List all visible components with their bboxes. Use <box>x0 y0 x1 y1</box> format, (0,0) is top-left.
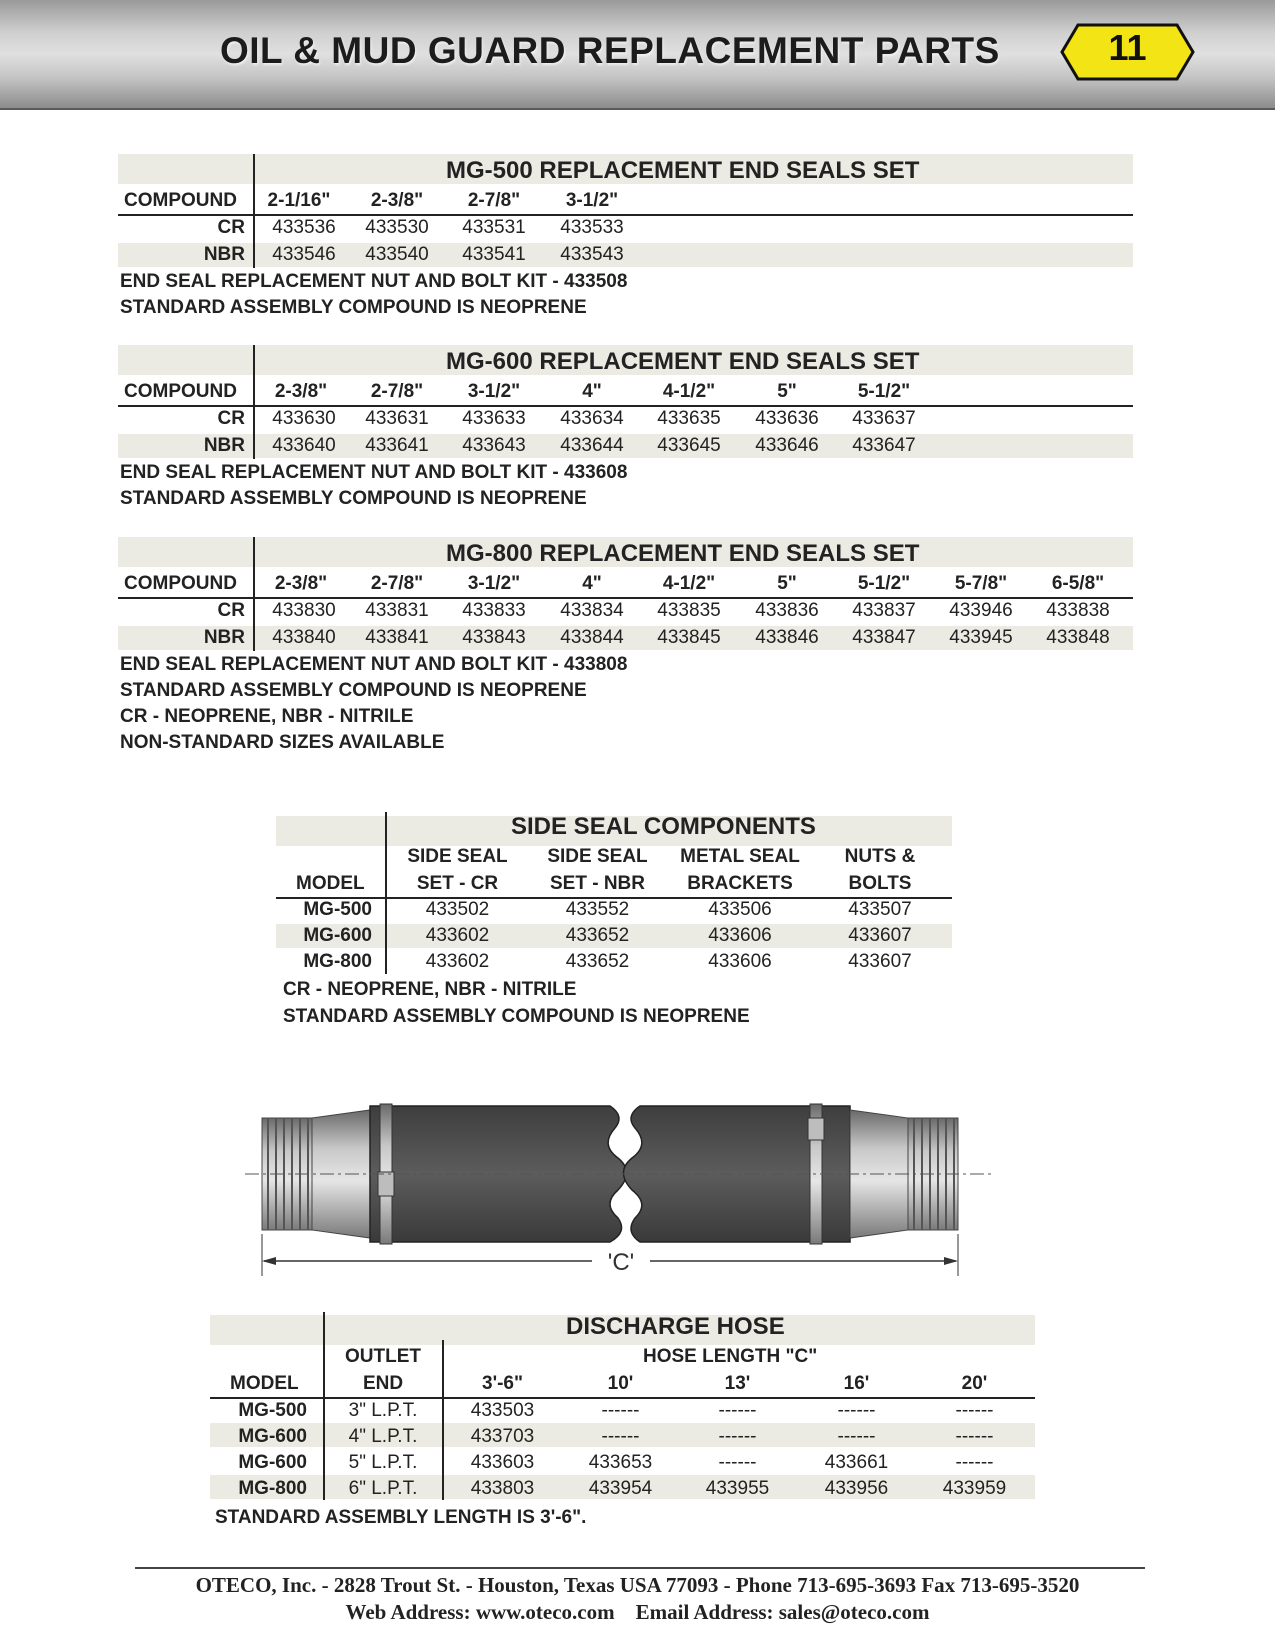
table-cell: 433945 <box>949 627 1013 648</box>
column-header: SET - NBR <box>550 873 645 894</box>
table-cell: 433840 <box>272 627 336 648</box>
model-header: MODEL <box>296 873 365 894</box>
column-header: NUTS & <box>844 846 916 867</box>
table-cell: 433630 <box>272 408 336 429</box>
header-rule <box>118 214 1133 216</box>
column-header: BRACKETS <box>687 873 793 894</box>
table-note: STANDARD ASSEMBLY COMPOUND IS NEOPRENE <box>120 488 587 509</box>
header-rule <box>118 597 1133 599</box>
length-header: 13' <box>724 1373 751 1394</box>
table-cell: 433606 <box>708 951 772 972</box>
table-cell: 433956 <box>824 1478 889 1499</box>
size-header: 5-1/2" <box>857 381 911 402</box>
outlet-header: END <box>362 1373 404 1394</box>
table-note: CR - NEOPRENE, NBR - NITRILE <box>283 979 577 1000</box>
table-cell: 433803 <box>470 1478 535 1499</box>
table-cell: 433843 <box>462 627 526 648</box>
table-title: MG-500 REPLACEMENT END SEALS SET <box>446 157 920 184</box>
table-cell: 433533 <box>560 217 624 238</box>
table-note: STANDARD ASSEMBLY COMPOUND IS NEOPRENE <box>283 1006 750 1027</box>
table-cell: 433643 <box>462 435 526 456</box>
size-header: 2-1/16" <box>267 190 331 211</box>
discharge-hose-diagram <box>240 1100 1000 1300</box>
table-cell: 433645 <box>657 435 721 456</box>
table-cell: 433607 <box>848 951 912 972</box>
compound-header: COMPOUND <box>124 573 237 594</box>
table-cell: 433841 <box>365 627 429 648</box>
table-cell: ------ <box>837 1426 876 1447</box>
table-cell: 433603 <box>470 1452 535 1473</box>
size-header: 3-1/2" <box>467 573 521 594</box>
table-cell: 433641 <box>365 435 429 456</box>
row-model: MG-600 <box>238 1452 307 1473</box>
size-header: 2-3/8" <box>370 190 424 211</box>
row-label-cr: CR <box>217 600 245 621</box>
column-header: METAL SEAL <box>680 846 800 867</box>
table-cell: 433848 <box>1046 627 1110 648</box>
table-title: SIDE SEAL COMPONENTS <box>511 813 816 840</box>
table-cell: 433540 <box>365 244 429 265</box>
table-cell: 433552 <box>565 899 630 920</box>
table-cell: 433633 <box>462 408 526 429</box>
column-divider <box>253 537 255 651</box>
table-cell: ------ <box>955 1426 994 1447</box>
table-cell: 433502 <box>425 899 490 920</box>
table-cell: 433830 <box>272 600 336 621</box>
table-cell: 433647 <box>852 435 916 456</box>
column-header: SIDE SEAL <box>547 846 648 867</box>
row-model: MG-800 <box>303 951 372 972</box>
table-cell: 433831 <box>365 600 429 621</box>
outlet-header: OUTLET <box>345 1346 421 1367</box>
row-outlet: 4" L.P.T. <box>348 1426 418 1447</box>
table-cell: 433507 <box>848 899 912 920</box>
size-header: 5-7/8" <box>954 573 1008 594</box>
compound-header: COMPOUND <box>124 190 237 211</box>
row-model: MG-600 <box>303 925 372 946</box>
table-cell: ------ <box>718 1452 757 1473</box>
size-header: 2-7/8" <box>467 190 521 211</box>
table-cell: ------ <box>601 1426 640 1447</box>
table-cell: 433531 <box>462 217 526 238</box>
size-header: 4-1/2" <box>662 381 716 402</box>
page-number: 11 <box>1108 27 1147 68</box>
table-cell: ------ <box>718 1400 757 1421</box>
table-cell: 433602 <box>425 951 490 972</box>
table-note: STANDARD ASSEMBLY COMPOUND IS NEOPRENE <box>120 680 587 701</box>
size-header: 4" <box>582 573 602 594</box>
table-cell: 433631 <box>365 408 429 429</box>
table-cell: ------ <box>955 1452 994 1473</box>
table-cell: 433640 <box>272 435 336 456</box>
footer-address: OTECO, Inc. - 2828 Trout St. - Houston, Texas USA 77093 - Phone 713-695-3693 Fax 713-695-3520 <box>195 1573 1080 1597</box>
row-label-nbr: NBR <box>203 627 245 648</box>
size-header: 6-5/8" <box>1051 573 1105 594</box>
table-cell: 433836 <box>755 600 819 621</box>
row-label-cr: CR <box>217 408 245 429</box>
table-note: END SEAL REPLACEMENT NUT AND BOLT KIT - 433808 <box>120 654 628 675</box>
table-cell: 433837 <box>852 600 916 621</box>
table-cell: 433661 <box>824 1452 889 1473</box>
row-label-cr: CR <box>217 217 245 238</box>
size-header: 5-1/2" <box>857 573 911 594</box>
table-cell: 433646 <box>755 435 819 456</box>
table-cell: 433652 <box>565 951 630 972</box>
size-header: 2-3/8" <box>274 381 328 402</box>
table-note: STANDARD ASSEMBLY LENGTH IS 3'-6". <box>215 1507 587 1528</box>
column-divider <box>323 1312 325 1500</box>
size-header: 2-3/8" <box>274 573 328 594</box>
column-header: SIDE SEAL <box>407 846 508 867</box>
table-cell: 433530 <box>365 217 429 238</box>
table-cell: 433838 <box>1046 600 1110 621</box>
table-title: DISCHARGE HOSE <box>566 1313 785 1340</box>
table-cell: 433503 <box>470 1400 535 1421</box>
column-divider <box>385 812 387 974</box>
table-cell: ------ <box>601 1400 640 1421</box>
row-outlet: 3" L.P.T. <box>348 1400 418 1421</box>
table-cell: 433959 <box>942 1478 1007 1499</box>
column-divider <box>253 345 255 459</box>
table-cell: 433652 <box>565 925 630 946</box>
column-divider <box>442 1340 444 1500</box>
table-cell: 433833 <box>462 600 526 621</box>
table-cell: 433844 <box>560 627 624 648</box>
row-outlet: 5" L.P.T. <box>348 1452 418 1473</box>
hose-length-header: HOSE LENGTH "C" <box>643 1346 818 1367</box>
table-cell: 433606 <box>708 925 772 946</box>
header-rule <box>210 1397 1035 1399</box>
header-divider <box>0 108 1275 110</box>
table-cell: 433846 <box>755 627 819 648</box>
table-note: END SEAL REPLACEMENT NUT AND BOLT KIT - 433508 <box>120 271 628 292</box>
table-cell: 433653 <box>588 1452 653 1473</box>
size-header: 3-1/2" <box>467 381 521 402</box>
table-cell: 433955 <box>705 1478 770 1499</box>
row-model: MG-500 <box>238 1400 307 1421</box>
table-cell: ------ <box>837 1400 876 1421</box>
row-label-nbr: NBR <box>203 435 245 456</box>
table-cell: 433946 <box>949 600 1013 621</box>
table-cell: ------ <box>718 1426 757 1447</box>
table-cell: 433635 <box>657 408 721 429</box>
table-cell: 433637 <box>852 408 916 429</box>
size-header: 5" <box>777 573 797 594</box>
table-note: STANDARD ASSEMBLY COMPOUND IS NEOPRENE <box>120 297 587 318</box>
table-cell: 433636 <box>755 408 819 429</box>
length-header: 16' <box>843 1373 870 1394</box>
row-outlet: 6" L.P.T. <box>348 1478 418 1499</box>
table-cell: 433506 <box>708 899 772 920</box>
size-header: 3-1/2" <box>565 190 619 211</box>
table-title: MG-600 REPLACEMENT END SEALS SET <box>446 348 920 375</box>
size-header: 2-7/8" <box>370 381 424 402</box>
table-cell: 433602 <box>425 925 490 946</box>
table-cell: 433835 <box>657 600 721 621</box>
table-cell: 433546 <box>272 244 336 265</box>
table-note: NON-STANDARD SIZES AVAILABLE <box>120 732 445 753</box>
table-cell: 433703 <box>470 1426 535 1447</box>
length-header: 3'-6" <box>482 1373 523 1394</box>
column-header: BOLTS <box>848 873 912 894</box>
table-note: END SEAL REPLACEMENT NUT AND BOLT KIT - 433608 <box>120 462 628 483</box>
table-cell: 433543 <box>560 244 624 265</box>
page-title: OIL & MUD GUARD REPLACEMENT PARTS <box>220 30 1000 71</box>
table-cell: 433536 <box>272 217 336 238</box>
row-model: MG-500 <box>303 899 372 920</box>
table-note: CR - NEOPRENE, NBR - NITRILE <box>120 706 414 727</box>
table-cell: 433954 <box>588 1478 653 1499</box>
footer-divider <box>135 1567 1145 1569</box>
dimension-label: 'C' <box>607 1249 635 1276</box>
table-cell: 433607 <box>848 925 912 946</box>
column-header: SET - CR <box>416 873 499 894</box>
row-label-nbr: NBR <box>203 244 245 265</box>
size-header: 4" <box>582 381 602 402</box>
size-header: 5" <box>777 381 797 402</box>
table-cell: 433644 <box>560 435 624 456</box>
model-header: MODEL <box>230 1373 299 1394</box>
footer-contact: Web Address: www.oteco.com Email Address: sales@oteco.com <box>345 1600 930 1624</box>
length-header: 10' <box>607 1373 634 1394</box>
header-rule <box>118 405 1133 407</box>
table-cell: 433541 <box>462 244 526 265</box>
table-cell: 433634 <box>560 408 624 429</box>
size-header: 2-7/8" <box>370 573 424 594</box>
row-model: MG-800 <box>238 1478 307 1499</box>
size-header: 4-1/2" <box>662 573 716 594</box>
length-header: 20' <box>961 1373 988 1394</box>
table-title: MG-800 REPLACEMENT END SEALS SET <box>446 540 920 567</box>
table-cell: 433834 <box>560 600 624 621</box>
table-cell: 433845 <box>657 627 721 648</box>
row-model: MG-600 <box>238 1426 307 1447</box>
table-cell: ------ <box>955 1400 994 1421</box>
compound-header: COMPOUND <box>124 381 237 402</box>
table-cell: 433847 <box>852 627 916 648</box>
column-divider <box>253 154 255 268</box>
